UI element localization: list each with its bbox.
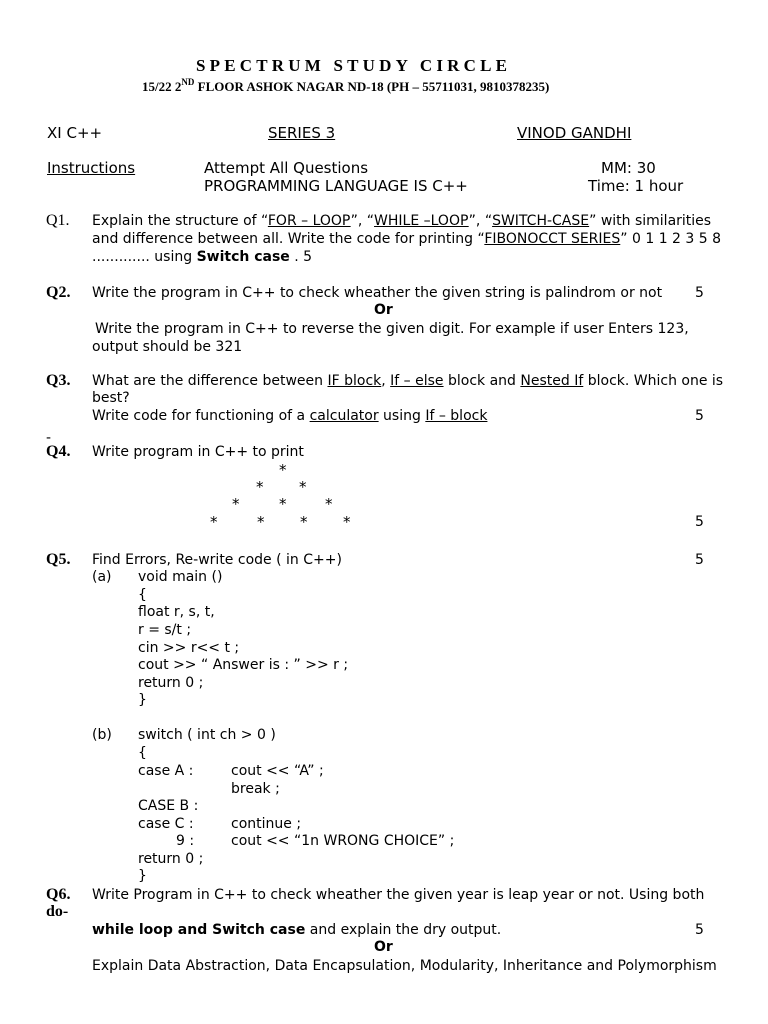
- pattern-star: *: [300, 513, 308, 531]
- time-allowed: Time: 1 hour: [588, 177, 684, 195]
- code-line: case C :: [138, 816, 194, 832]
- q3-if-block-2: If – block: [425, 408, 488, 424]
- q3-line-2: best?: [92, 390, 130, 406]
- q3-if-else: If – else: [390, 373, 444, 389]
- q1-number: Q1.: [46, 212, 70, 229]
- code-line: cout << “A” ;: [231, 763, 324, 779]
- document-title: SPECTRUM STUDY CIRCLE: [196, 56, 512, 75]
- code-line: {: [138, 745, 147, 761]
- q3-text: Write code for functioning of a: [92, 408, 310, 424]
- q3-number: Q3.: [46, 372, 71, 389]
- q5-a-label: (a): [92, 569, 112, 585]
- q3-nested-if: Nested If: [520, 373, 584, 389]
- class-label: XI C++: [47, 124, 103, 142]
- code-line: continue ;: [231, 816, 302, 832]
- code-line: float r, s, t,: [138, 604, 215, 620]
- q1-for-loop: FOR – LOOP: [267, 213, 351, 229]
- q3-text: What are the difference between: [92, 373, 328, 389]
- q2-line-2: Write the program in C++ to reverse the given digit. For example if user Enters 123,: [95, 321, 689, 337]
- instruction-2: PROGRAMMING LANGUAGE IS C++: [204, 177, 468, 195]
- pattern-star: *: [299, 478, 307, 496]
- q3-text: block and: [443, 373, 521, 389]
- q1-text: ”, “: [350, 213, 375, 229]
- q1-text: ” 0 1 1 2 3 5 8: [620, 231, 722, 247]
- code-line: {: [138, 587, 147, 603]
- q1-text: ............. using: [92, 249, 197, 265]
- q5-line-1: Find Errors, Re-write code ( in C++): [92, 552, 342, 568]
- pattern-star: *: [210, 513, 218, 531]
- q3-line-3: [92, 408, 487, 424]
- q1-text: ” with similarities: [589, 213, 712, 229]
- q1-text: . 5: [289, 249, 313, 265]
- instructions-label: Instructions: [47, 159, 136, 177]
- q3-marks: 5: [695, 408, 704, 424]
- q4-marks: 5: [695, 514, 704, 530]
- code-line: 9 :: [176, 833, 195, 849]
- code-line: CASE B :: [138, 798, 199, 814]
- code-line: switch ( int ch > 0 ): [138, 727, 276, 743]
- q2-marks: 5: [695, 285, 704, 301]
- q1-line-2: [92, 231, 721, 247]
- pattern-star: *: [343, 513, 351, 531]
- address-sup: ND: [181, 77, 195, 87]
- code-line: return 0 ;: [138, 851, 204, 867]
- pattern-star: *: [256, 478, 264, 496]
- q3-text: block. Which one is: [583, 373, 724, 389]
- code-line: case A :: [138, 763, 194, 779]
- q6-line-3: Explain Data Abstraction, Data Encapsulation, Modularity, Inheritance and Polymorphism: [92, 958, 717, 974]
- q2-line-1: Write the program in C++ to check wheather the given string is palindrom or not: [92, 285, 663, 301]
- q4-number: Q4.: [46, 443, 71, 460]
- pattern-star: *: [279, 461, 287, 479]
- pattern-star: *: [232, 495, 240, 513]
- q6-line-2: [92, 922, 501, 938]
- q3-text: using: [378, 408, 426, 424]
- q6-line-1: Write Program in C++ to check wheather the given year is leap year or not. Using both: [92, 887, 705, 903]
- code-line: return 0 ;: [138, 675, 204, 691]
- q1-line-3: [92, 249, 312, 265]
- code-line: r = s/t ;: [138, 622, 192, 638]
- max-marks: MM: 30: [601, 159, 656, 177]
- pattern-star: *: [257, 513, 265, 531]
- q2-number: Q2.: [46, 284, 71, 301]
- series-label: SERIES 3: [268, 124, 336, 142]
- q1-switch-bold: Switch case: [196, 249, 290, 265]
- code-line: cout << “1n WRONG CHOICE” ;: [231, 833, 455, 849]
- q5-b-label: (b): [92, 727, 112, 743]
- q1-line-1: [92, 213, 711, 229]
- q6-number: Q6.: [46, 886, 71, 903]
- address-line: [142, 77, 549, 95]
- pattern-star: *: [325, 495, 333, 513]
- q6-marks: 5: [695, 922, 704, 938]
- q2-line-3: output should be 321: [92, 339, 243, 355]
- code-line: break ;: [231, 781, 280, 797]
- q1-fibonacci: FIBONOCCT SERIES: [484, 231, 621, 247]
- q6-bold-1: while loop and: [92, 922, 213, 938]
- q5-number: Q5.: [46, 551, 71, 568]
- code-line: cin >> r<< t ;: [138, 640, 240, 656]
- q4-line-1: Write program in C++ to print: [92, 444, 304, 460]
- q6-bold-2: Switch case: [212, 922, 306, 938]
- pattern-star: *: [279, 495, 287, 513]
- code-line: }: [138, 692, 147, 708]
- q3-line-1: [92, 373, 723, 389]
- q3-dash: -: [46, 430, 52, 446]
- address-pre: 15/22 2: [142, 79, 182, 94]
- code-line: cout >> “ Answer is : ” >> r ;: [138, 657, 349, 673]
- q1-text: ”, “: [468, 213, 493, 229]
- q6-or: Or: [374, 939, 393, 955]
- q3-calculator: calculator: [309, 408, 379, 424]
- q1-text: and difference between all. Write the code for printing “: [92, 231, 485, 247]
- q3-text: ,: [381, 373, 391, 389]
- q1-while-loop: WHILE –LOOP: [374, 213, 469, 229]
- q6-text: and explain the dry output.: [305, 922, 502, 938]
- q1-switch-case: SWITCH-CASE: [492, 213, 590, 229]
- instruction-1: Attempt All Questions: [204, 159, 369, 177]
- q1-text: Explain the structure of “: [92, 213, 268, 229]
- teacher-name: VINOD GANDHI: [517, 124, 632, 142]
- q3-if-block: IF block: [327, 373, 382, 389]
- code-line: void main (): [138, 569, 223, 585]
- address-post: FLOOR ASHOK NAGAR ND-18 (PH – 55711031, 9810378235): [194, 79, 550, 94]
- q5-marks: 5: [695, 552, 704, 568]
- q6-number-cont: do-: [46, 903, 69, 920]
- code-line: }: [138, 868, 147, 884]
- q2-or: Or: [374, 302, 393, 318]
